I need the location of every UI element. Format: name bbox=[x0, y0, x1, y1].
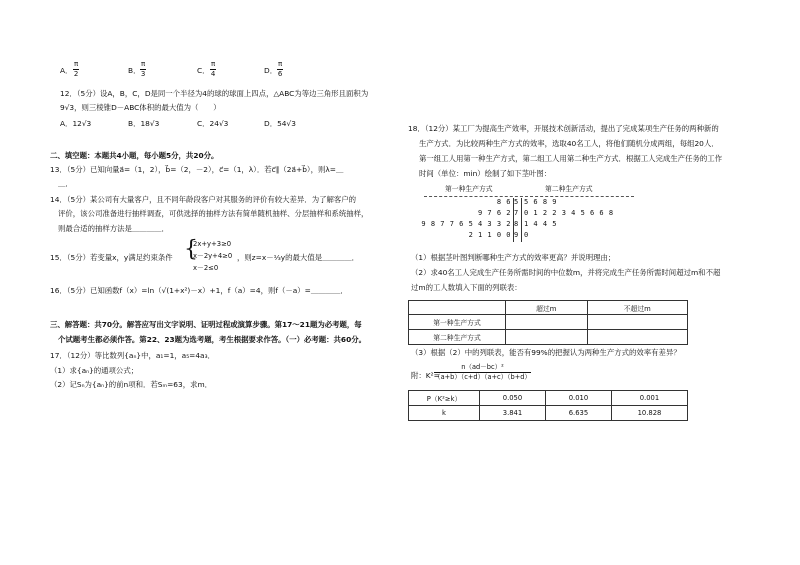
stem-row-1-left: 8 6 bbox=[496, 198, 511, 206]
critical-k-3: 10.828 bbox=[611, 406, 687, 421]
critical-p-2: 0.010 bbox=[545, 391, 611, 406]
section-3-line-1: 三、解答题：共70分。解答应写出文字说明、证明过程或演算步骤。第17～21题为必考题，每 bbox=[50, 320, 362, 329]
stem-row-3-right: 1 4 4 5 bbox=[524, 220, 558, 228]
q17-line-1: 17．（12分）等比数列{aₙ}中，a₁=1，a₅=4a₃． bbox=[50, 351, 215, 360]
q14-line-3: 则最合适的抽样方法是＿＿＿＿． bbox=[58, 224, 169, 233]
q11-option-d-value: $\frac{\pi}{6}$ bbox=[277, 60, 283, 78]
stem-row-1-right: 5 6 8 9 bbox=[524, 198, 558, 206]
contingency-row-2-label: 第二种生产方式 bbox=[409, 330, 506, 345]
q18-part-1: （1）根据茎叶图判断哪种生产方式的效率更高？并说明理由； bbox=[411, 253, 616, 262]
q11-option-d-label: D． bbox=[264, 66, 278, 75]
q18-part-2b: 过m的工人数填入下面的列联表： bbox=[411, 283, 522, 292]
contingency-row-1-label: 第一种生产方式 bbox=[409, 315, 506, 330]
q11-option-a-label: A． bbox=[60, 66, 73, 75]
q11-option-c-value: $\frac{\pi}{4}$ bbox=[210, 60, 216, 78]
critical-p-1: 0.050 bbox=[480, 391, 546, 406]
critical-header-k: k bbox=[409, 406, 480, 421]
stem-divider-right bbox=[521, 198, 522, 242]
q13-text-cont: ＿． bbox=[58, 179, 73, 188]
q18-part-3: （3）根据（2）中的列联表，能否有99%的把握认为两种生产方式的效率有差异？ bbox=[411, 348, 681, 357]
q18-line-3: 第一组工人用第一种生产方式，第二组工人用第二种生产方式．根据工人完成生产任务的工作 bbox=[419, 154, 723, 163]
contingency-header-blank bbox=[409, 301, 506, 315]
stem-row-4-stem: 9 bbox=[514, 231, 519, 239]
q15-brace: { bbox=[184, 237, 198, 262]
section-2-title: 二、填空题：本题共4小题，每小题5分，共20分。 bbox=[50, 151, 219, 160]
stem-row-4-left: 2 1 1 0 0 bbox=[468, 231, 511, 239]
q15-constraint-2: x－2y+4≥0 bbox=[193, 252, 233, 260]
q15-constraint-1: 2x+y+3≥0 bbox=[193, 240, 232, 248]
q13-text: 13．（5分）已知向量a⃗=（1，2），b⃗=（2，－2），c⃗=（1，λ）．若c⃗∥（2a⃗+b⃗），则λ=＿ bbox=[50, 165, 344, 174]
stem-row-1-stem: 5 bbox=[514, 198, 519, 206]
section-3-line-2: 个试题考生都必须作答。第22、23题为选考题，考生根据要求作答。（一）必考题：共60分。 bbox=[58, 335, 367, 344]
q11-option-c-label: C． bbox=[197, 66, 210, 75]
q18-line-4: 时间（单位：min）绘制了如下茎叶图： bbox=[419, 169, 552, 178]
q12-option-c: C．24√3 bbox=[197, 119, 229, 128]
q14-line-2: 评价，该公司准备进行抽样调查，可供选择的抽样方法有简单随机抽样、分层抽样和系统抽样， bbox=[58, 209, 369, 218]
q11-option-a-value: $\frac{\pi}{2}$ bbox=[73, 60, 79, 78]
q11-option-b-value: $\frac{\pi}{3}$ bbox=[140, 60, 146, 78]
stem-row-2-right: 0 1 2 2 3 4 5 6 6 8 bbox=[524, 209, 614, 217]
stem-row-2-left: 9 7 6 2 bbox=[477, 209, 511, 217]
q12-option-d: D．54√3 bbox=[264, 119, 296, 128]
q11-option-b-label: B． bbox=[128, 66, 141, 75]
q17-line-3: （2）记Sₙ为{aₙ}的前n项和．若Sₘ=63，求m． bbox=[50, 380, 213, 389]
q12-line-2: 9√3，则三棱锥D－ABC体积的最大值为（ ） bbox=[60, 103, 221, 112]
q16-text: 16．（5分）已知函数f（x）=ln（√(1+x²)－x）+1，f（a）=4，则f（－a）=＿＿＿＿． bbox=[50, 286, 348, 295]
k-squared-formula: $\frac{\text{n（ad－bc）²}}{(a+b)(c+d)(a+c)(b+d)}$ bbox=[434, 363, 532, 381]
stem-row-3-stem: 8 bbox=[514, 220, 519, 228]
q12-line-1: 12．（5分）设A，B，C，D是同一个半径为4的球的球面上四点，△ABC为等边三角形且面积为 bbox=[60, 89, 369, 98]
q12-option-a: A．12√3 bbox=[60, 119, 92, 128]
contingency-header-over-m: 超过m bbox=[506, 301, 588, 315]
q18-line-2: 生产方式．为比较两种生产方式的效率，选取40名工人，将他们随机分成两组，每组20人． bbox=[419, 139, 719, 148]
q18-line-1: 18．（12分）某工厂为提高生产效率，开展技术创新活动，提出了完成某项生产任务的两种新的 bbox=[408, 124, 719, 133]
stem-row-4-right: 0 bbox=[524, 231, 529, 239]
stem-header-right: 第二种生产方式 bbox=[545, 185, 593, 193]
q15-prefix: 15．（5分）若变量x，y满足约束条件 bbox=[50, 253, 173, 262]
critical-header-p: P（K²≥k） bbox=[409, 391, 480, 406]
critical-p-3: 0.001 bbox=[611, 391, 687, 406]
contingency-row-1-over bbox=[506, 315, 588, 330]
q18-part-2: （2）求40名工人完成生产任务所需时间的中位数m，并将完成生产任务所需时间超过m和不超 bbox=[411, 268, 721, 277]
q14-line-1: 14．（5分）某公司有大量客户，且不同年龄段客户对其服务的评价有较大差异．为了解客户的 bbox=[50, 195, 357, 204]
contingency-table bbox=[408, 300, 688, 345]
q17-line-2: （1）求{aₙ}的通项公式； bbox=[50, 366, 139, 375]
critical-k-2: 6.635 bbox=[545, 406, 611, 421]
q15-suffix: ，则z=x－⅓y的最大值是＿＿＿＿． bbox=[237, 253, 360, 262]
q15-constraint-3: x－2≤0 bbox=[193, 264, 219, 272]
stem-row-3-left: 9 8 7 7 6 5 4 3 3 2 bbox=[421, 220, 511, 228]
critical-k-1: 3.841 bbox=[480, 406, 546, 421]
q12-option-b: B．18√3 bbox=[128, 119, 160, 128]
contingency-row-2-not-over bbox=[587, 330, 687, 345]
stem-row-2-stem: 7 bbox=[514, 209, 519, 217]
contingency-row-1-not-over bbox=[587, 315, 687, 330]
appendix-label: 附：K²= bbox=[411, 371, 440, 380]
contingency-row-2-over bbox=[506, 330, 588, 345]
critical-value-table bbox=[408, 390, 688, 421]
contingency-header-not-over-m: 不超过m bbox=[587, 301, 687, 315]
stem-header-divider bbox=[424, 196, 634, 197]
stem-header-left: 第一种生产方式 bbox=[445, 185, 493, 193]
